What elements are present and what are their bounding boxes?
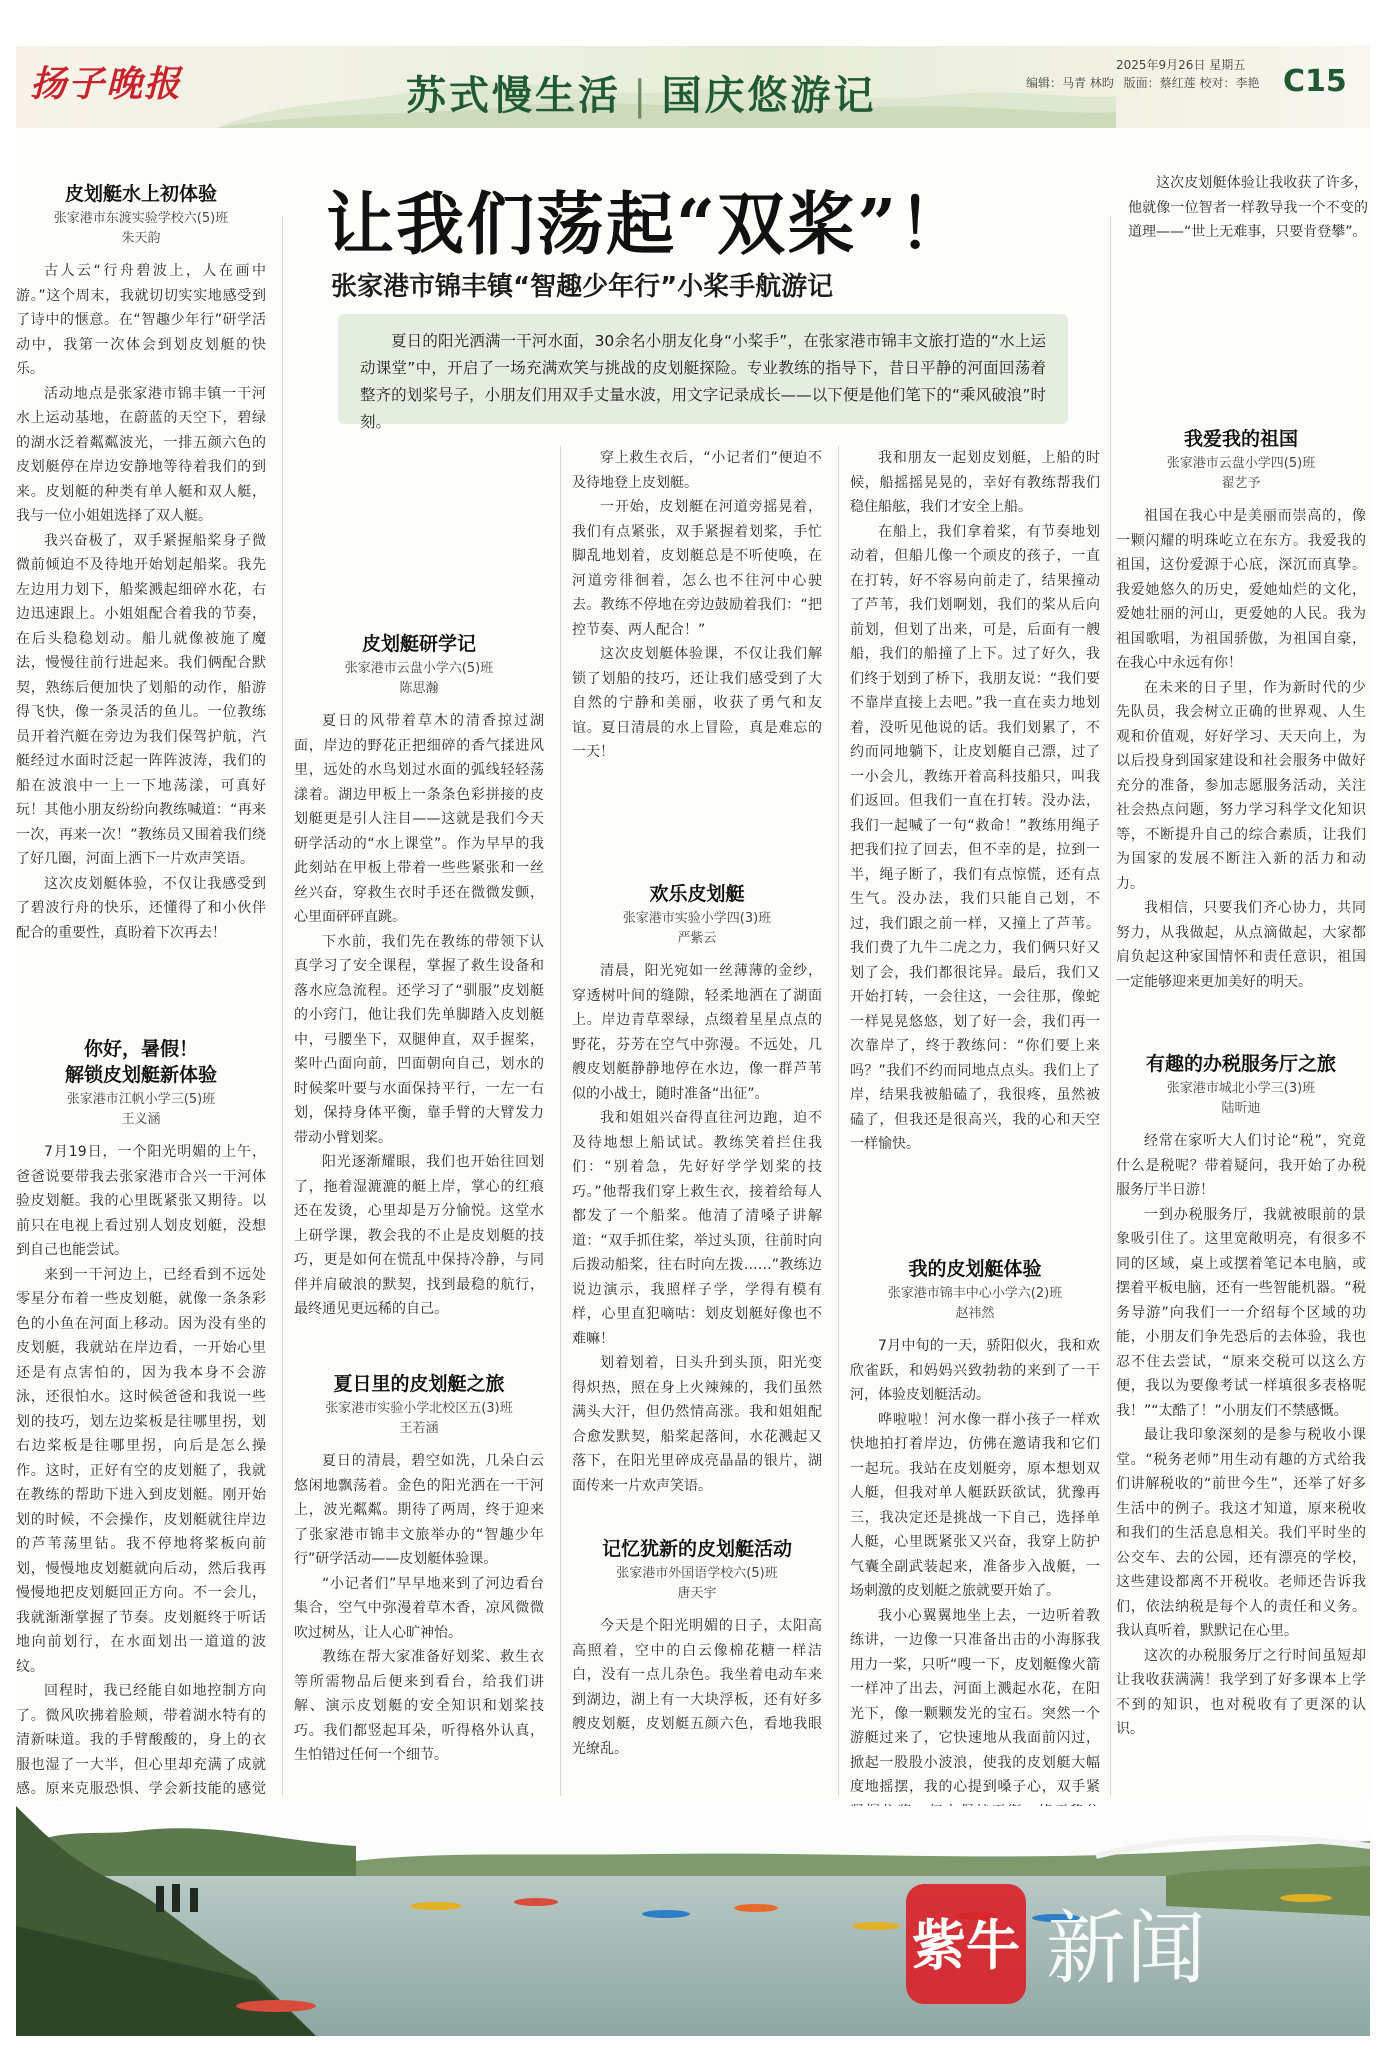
- main-headline: 让我们荡起“双桨”！: [326, 185, 969, 265]
- editor-credits-2: 版面：蔡红莲 校对：李艳: [1123, 76, 1260, 90]
- article-school: 张家港市外国语学校六(5)班: [616, 1566, 778, 1581]
- column-divider: [282, 216, 283, 1796]
- article-title: 皮划艇研学记: [361, 633, 476, 655]
- article-paragraph: 下水前，我们先在教练的带领下认真学习了安全课程，掌握了救生设备和落水应急流程。还学习了“驯服”皮划艇的小窍门，他让我们先单脚踏入皮划艇中，弓腰坐下，双腿伸直，双手握桨，桨叶凸面向前，凹面朝向自己，划水的时候桨叶要与水面保持平行，一左一右划，保持身体平衡，靠手臂的大臂发力带动小臂划桨。: [294, 933, 544, 1146]
- article-10: [1116, 1051, 1366, 1798]
- article-paragraph: 我和姐姐兴奋得直往河边跑，迫不及待地想上船试试。教练笑着拦住我们：“别着急，先好好学学划桨的技巧。”他帮我们穿上救生衣，接着给每人都发了一个船桨。他清了清嗓子讲解道：“双手抓住桨，举过头顶，往前时向后拨动船桨，往右时向左拨……”教练边说边演示，我照样子学，学得有模有样，心里直犯嘀咕：划皮划艇好像也不难嘛！: [572, 1110, 822, 1347]
- article-6: [572, 1536, 822, 1798]
- article-school: 张家港市锦丰中心小学六(2)班: [887, 1286, 1063, 1301]
- article-paragraph: 活动地点是张家港市锦丰镇一干河水上运动基地，在蔚蓝的天空下，碧绿的湖水泛着粼粼波光，一排五颜六色的皮划艇停在岸边安静地等待着我们的到来。皮划艇的种类有单人艇和双人艇，我与一位小姐姐选择了双人艇。: [16, 385, 266, 524]
- article-title: 皮划艇水上初体验: [64, 183, 217, 205]
- article-title: 我爱我的祖国: [1183, 428, 1298, 450]
- column-divider: [560, 446, 561, 1796]
- article-4: [294, 1371, 544, 1798]
- article-paragraph: 7月中旬的一天，骄阳似火，我和欢欣雀跃，和妈妈兴致勃勃的来到了一干河，体验皮划艇活动。: [850, 1338, 1100, 1403]
- article-author: 陆昕迪: [1221, 1101, 1261, 1116]
- article-8-continued: [1128, 171, 1368, 411]
- article-paragraph: 我小心翼翼地坐上去，一边听着教练讲，一边像一只准备出击的小海豚我用力一桨，只听“嗖一下，皮划艇像火箭一样冲了出去，河面上溅起水花，在阳光下，像一颗颗发光的宝石。突然一个游艇过来了，它快速地从我面前闪过，掀起一股股小波浪，使我的皮划艇大幅度地摇摆，我的心提到嗓子心，双手紧: [850, 1607, 1100, 1795]
- article-paragraph: 夏日的风带着草木的清香掠过湖面，岸边的野花正把细碎的香气揉进风里，远处的水鸟划过水面的弧线轻轻荡漾着。湖边甲板上一条条色彩拼接的皮划艇更是引人注目——这就是我们今天研学活动的“水上课堂”。作为早早的我此刻站在甲板上带着一些些紧张和一丝丝兴奋，穿救生衣时手还在微微发颤，心里面砰砰直跳。: [294, 713, 544, 925]
- article-paragraph: 一开始，皮划艇在河道旁摇晃着，我们有点紧张，双手紧握着划桨，手忙脚乱地划着，皮划艇总是不听使唤，在河道旁徘徊着，怎么也不往河中心驶去。教练不停地在旁边鼓励着我们：“把控节奏、两人配合！”: [572, 499, 822, 638]
- article-paragraph: 祖国在我心中是美丽而崇高的，像一颗闪耀的明珠屹立在东方。我爱我的祖国，这份爱源于心底，深沉而真挚。我爱她悠久的历史，爱她灿烂的文化，爱她壮丽的河山，更爱她的人民。我为祖国歌唱，为祖国骄傲，为祖国自豪，在我心中永远有你！: [1116, 508, 1366, 671]
- article-paragraph: 在未来的日子里，作为新时代的少先队员，我会树立正确的世界观、人生观和价值观，好好学习、天天向上，为以后投身到国家建设和社会服务中做好充分的准备，参加志愿服务活动，关注社会热点问题，努力学习科学文化知识等，不断提升自己的综合素质，让我们为国家的发展不断注入新的活力和动力。: [1116, 679, 1366, 892]
- article-author: 赵祎然: [955, 1306, 995, 1321]
- article-author: 王若涵: [399, 1421, 439, 1436]
- article-paragraph: 这次皮划艇体验，不仅让我感受到了碧波行舟的快乐，还懂得了和小伙伴配合的重要性，真盼着下次再去！: [16, 875, 266, 941]
- article-4-continued: [572, 446, 822, 866]
- page-number: C15: [1283, 64, 1347, 99]
- article-paragraph: “小记者们”早早地来到了河边看台集合，空气中弥漫着草木香，凉风微微吹过树丛，让人心旷神怡。: [294, 1575, 544, 1641]
- article-school: 张家港市江帆小学三(5)班: [66, 1092, 216, 1107]
- article-author: 翟艺予: [1221, 476, 1261, 491]
- article-paragraph: 7月19日，一个阳光明媚的上午，爸爸说要带我去张家港市合兴一干河体验皮划艇。我的心里既紧张又期待。以前只在电视上看过别人划皮划艇，没想到自己也能尝试。: [16, 1144, 266, 1258]
- article-title: 有趣的办税服务厅之旅: [1145, 1053, 1336, 1075]
- editor-credits: [1026, 74, 1259, 91]
- issue-date: 2025年9月26日 星期五: [1116, 58, 1246, 72]
- main-subheadline: 张家港市锦丰镇“智趣少年行”小桨手航游记: [331, 272, 834, 302]
- article-author: 陈思瀚: [399, 681, 439, 696]
- article-2: [16, 1036, 266, 1798]
- article-1: [16, 181, 266, 1021]
- article-title: 欢乐皮划艇: [649, 883, 745, 905]
- article-author: 朱天韵: [121, 231, 161, 246]
- article-paragraph: 我兴奋极了，双手紧握船桨身子微微前倾迫不及待地开始划起船桨。我先左边用力划下，船桨溅起细碎水花，右边迅速跟上。小姐姐配合着我的节奏，在后头稳稳划动。船儿就像被施了魔法，慢慢往前行进起来。我们俩配合默契，熟练后便加快了划船的动作，船游得飞快，像一条灵活的鱼儿。一位教练员开着汽艇在旁边为我们保驾护航，汽艇经过水面时泛起一阵阵波涛，我们的船在波浪中一上一下地荡漾，可真好玩！其他小朋友纷纷向教练喊道：“再来一次，再来一次！”教练员又围着我们绕了好几圈，河面上洒下一片欢声笑语。: [16, 532, 266, 867]
- article-paragraph: 夏日的清晨，碧空如洗，几朵白云悠闲地飘荡着。金色的阳光洒在一干河上，波光粼粼。期待了两周，终于迎来了张家港市锦丰文旅举办的“智趣少年行”研学活动——皮划艇体验课。: [294, 1453, 544, 1567]
- article-paragraph: 我和朋友一起划皮划艇，上船的时候，船摇摇晃晃的，幸好有教练帮我们稳住船舷，我们才安全上船。: [850, 450, 1100, 515]
- article-paragraph: 最让我印象深刻的是参与税收小课堂。“税务老师”用生动有趣的方式给我们讲解税收的“前世今生”，还举了好多生活中的例子。我这才知道，原来税收和我们的生活息息相关。我们平时坐的公交车、去的公园，还有漂亮的学校，这些建设都离不开税收。老师还告诉我们，依法纳税是每个人的责任和义务。我认真听着，默默记在心里。: [1116, 1427, 1366, 1639]
- section-title-main: 苏式慢生活: [406, 72, 621, 119]
- article-title: 记忆犹新的皮划艇活动: [601, 1538, 792, 1560]
- article-paragraph: 教练在帮大家准备好划桨、救生衣等所需物品后便来到看台，给我们讲解、演示皮划艇的安全知识和划桨技巧。我们都竖起耳朵，听得格外认真，生怕错过任何一个细节。: [294, 1649, 544, 1763]
- newspaper-page: [16, 46, 1370, 2036]
- article-paragraph: 阳光逐渐耀眼，我们也开始往回划了，拖着湿漉漉的艇上岸，掌心的红痕还在发烫，心里却是万分愉悦。这堂水上研学课，教会我的不止是皮划艇的技巧，更是如何在慌乱中保持冷静，与同伴并肩破浪的默契，找到最稳的航行，最终通见更远稀的自己。: [294, 1154, 544, 1317]
- article-author: 唐天宇: [677, 1586, 717, 1601]
- section-title: [406, 64, 876, 121]
- article-8: [850, 1256, 1100, 1798]
- article-paragraph: 划着划着，日头升到头顶，阳光变得炽热，照在身上火辣辣的，我们虽然满头大汗，但仍然情高涨。我和姐姐配合愈发默契，船桨起落间，水花溅起又落下，在阳光里碎成亮晶晶的银片，湖面传来一片欢声笑语。: [572, 1355, 822, 1494]
- masthead-logo: 扬子晚报: [30, 63, 183, 105]
- article-school: 张家港市云盘小学四(5)班: [1166, 456, 1316, 471]
- column-divider: [838, 446, 839, 1796]
- article-9: [1116, 426, 1366, 1036]
- article-paragraph: 回程时，我已经能自如地控制方向了。微风吹拂着脸颊，带着湖水特有的清新味道。我的手臂酸酸的，身上的衣服也湿了一大半，但心里却充满了成就感。原来克服恐惧、学会新技能的感觉: [16, 1683, 266, 1797]
- article-3: [294, 631, 544, 1351]
- page-header: [16, 46, 1370, 128]
- watermark-icon-glyph: 紫牛: [912, 1914, 1020, 1977]
- article-title: 你好，暑假！: [83, 1038, 198, 1060]
- article-paragraph: 一到办税服务厅，我就被眼前的景象吸引住了。这里宽敞明亮，有很多不同的区域，桌上或摆着笔记本电脑，或摆着平板电脑，还有一些智能机器。“税务导游”向我们一一介绍每个区域的功能，小朋友们争先恐后的去体验，我也忍不住去尝试，“原来交税可以这么方便，我以为要像考试一样填很多表格呢我！”“太酷了！”小朋友们不禁感慨。: [1116, 1206, 1366, 1419]
- section-title-separator: |: [633, 73, 650, 119]
- article-paragraph: 古人云“行舟碧波上，人在画中游。”这个周末，我就切切实实地感受到了诗中的惬意。在“智趣少年行”研学活动中，我第一次体会到划皮划艇的快乐。: [16, 263, 266, 377]
- article-school: 张家港市东渡实验学校六(5)班: [53, 211, 229, 226]
- zniu-news-watermark: [906, 1884, 1366, 2004]
- article-school: 张家港市城北小学三(3)班: [1166, 1081, 1316, 1096]
- article-paragraph: 在船上，我们拿着桨，有节奏地划动着，但船儿像一个顽皮的孩子，一直在打转，好不容易向前走了，结果撞动了芦苇，我们划啊划，我们的桨从后向前划，但划了出来，可是，后面有一艘船，我们的船撞了上下。过了好久，我们终于划到了桥下，我朋友说：“我们要不靠岸直接上去吧。”我一直在卖力地划着，没听见他说的话。我们划累了，不约而同地躺下，让皮划艇自己漂，过了一小会儿，教练开着高科技船只，叫我们返回。但我们一直在打转。没办法，我们一起喊了一句“救命！”教练用绳子把我们拉了回去，但不幸的是，拉到一半，绳子断了，我们有点惊慌，还有点生气。没办法，我们只能自己划，不过，我们跟之前一样，又撞上了芦苇。我们费了九牛二虎之力，我们俩只好又划了会，我们都很诧异。最后，我们又开始打转，一会往这，一会往那，像蛇一样晃晃悠悠，划了好一会，我们再一次靠岸了，终于教练问：“你们要上来吗？”我们不约而同地点点头。我们上了岸，结果我被船磕了，我很疼，虽然被磕了，但我还是很高兴，我的心和天空一样愉快。: [850, 523, 1100, 1152]
- article-paragraph: 来到一干河边上，已经看到不远处零星分布着一些皮划艇，就像一条条彩色的小鱼在河面上移动。因为没有坐的皮划艇，我就站在岸边看，一开始心里还是有点害怕的，因为我本身不会游泳，还很怕水。这时候爸爸和我说一些划的技巧，划左边桨板是往哪里拐，划右边桨板是往哪里拐，向后是怎么操作。这时，正好有空的皮划艇了，我就在教练的帮助下进入到皮划艇。刚开始划的时候，不会操作，皮划艇就往岸边的芦苇荡里钻。我不停地将桨板向前划，慢慢地皮划艇就向后动，然后我再慢慢地把皮划艇回正方向。不一会儿，我就渐渐掌握了节奏。皮划艇终于听话地向前划行，在水面划出一道道的波纹。: [16, 1266, 266, 1675]
- column-divider: [1110, 216, 1111, 1796]
- article-title: 我的皮划艇体验: [908, 1258, 1042, 1280]
- article-paragraph: 经常在家听大人们讨论“税”，究竟什么是税呢？带着疑问，我开始了办税服务厅半日游！: [1116, 1133, 1366, 1198]
- article-5: [572, 881, 822, 1521]
- article-paragraph: 清晨，阳光宛如一丝薄薄的金纱，穿透树叶间的缝隙，轻柔地洒在了湖面上。岸边青草翠绿，点缀着星星点点的野花，芬芳在空气中弥漫。不远处，几艘皮划艇静静地停在水边，像一群芦苇似的小战士，随时准备“出征”。: [572, 963, 822, 1102]
- article-title: 夏日里的皮划艇之旅: [333, 1373, 505, 1395]
- article-author: 王义涵: [121, 1112, 161, 1127]
- article-paragraph: 哗啦啦！河水像一群小孩子一样欢快地拍打着岸边，仿佛在邀请我和它们一起玩。我站在皮划艇旁，原本想划双人艇，但我对单人艇跃跃欲试，犹豫再三，我决定还是挑战一下自己，选择单人艇，心里既紧张又兴奋，我穿上防护气囊全副武装起来，准备步入战艇，一场刺激的皮划艇之旅就要开始了。: [850, 1411, 1100, 1599]
- lead-paragraph: 夏日的阳光洒满一干河水面，30余名小朋友化身“小桨手”，在张家港市锦丰文旅打造的“水上运动课堂”中，开启了一场充满欢笑与挑战的皮划艇探险。专业教练的指导下，昔日平静的河面回荡着整齐的划桨号子，小朋友们用双手丈量水波，用文字记录成长——以下便是他们笔下的“乘风破浪”时刻。: [338, 314, 1068, 424]
- article-paragraph: 穿上救生衣后，“小记者们”便迫不及待地登上皮划艇。: [572, 450, 822, 491]
- watermark-text: 新闻: [1046, 1902, 1206, 1995]
- article-paragraph: 这次的办税服务厅之行时间虽短却让我收获满满！我学到了好多课本上学不到的知识，也对税收有了更深的认识。: [1116, 1647, 1366, 1737]
- article-title-line2: 解锁皮划艇新体验: [64, 1064, 217, 1086]
- article-6-continued: [850, 446, 1100, 1236]
- article-paragraph: 这次皮划艇体验让我收获了许多，他就像一位智者一样教导我一个不变的道理——“世上无难事，只要肯登攀”。: [1128, 175, 1368, 240]
- article-paragraph: 我相信，只要我们齐心协力，共同努力，从我做起，从点滴做起，大家都肩负起这种家国情怀和责任意识，祖国一定能够迎来更加美好的明天。: [1116, 900, 1366, 990]
- editor-credits-1: 编辑：马青 林昀: [1026, 76, 1114, 90]
- article-author: 严紫云: [677, 931, 717, 946]
- article-school: 张家港市云盘小学六(5)班: [344, 661, 494, 676]
- article-school: 张家港市实验小学四(3)班: [622, 911, 772, 926]
- article-school: 张家港市实验小学北校区五(3)班: [325, 1401, 513, 1416]
- article-paragraph: 这次皮划艇体验课，不仅让我们解锁了划船的技巧，还让我们感受到了大自然的宁静和美丽，收获了勇气和友谊。夏日清晨的水上冒险，真是难忘的一天！: [572, 646, 822, 760]
- section-title-sub: 国庆悠游记: [661, 72, 877, 119]
- article-paragraph: 今天是个阳光明媚的日子，太阳高高照着，空中的白云像棉花糖一样洁白，没有一点儿杂色。我坐着电动车来到湖边，湖上有一大块浮板，还有好多艘皮划艇，皮划艇五颜六色，看地我眼光缭乱。: [572, 1618, 822, 1757]
